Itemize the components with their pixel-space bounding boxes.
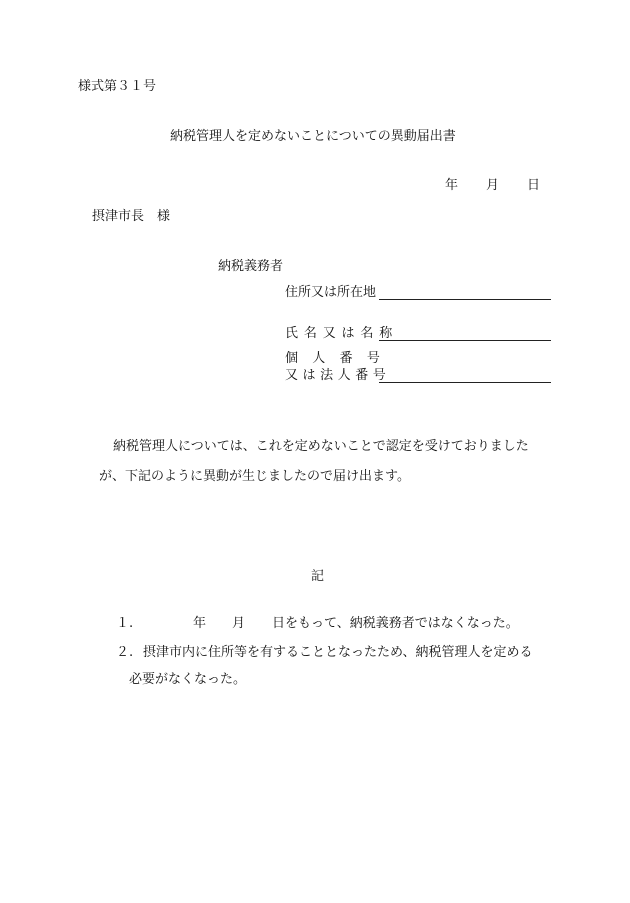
date-month-label: 月 <box>486 178 500 193</box>
date-day-label: 日 <box>527 178 541 193</box>
name-label: 氏名又は名称 <box>285 326 399 341</box>
item-2-text-line-2: 必要がなくなった。 <box>129 672 247 687</box>
date-year-label: 年 <box>445 178 459 193</box>
ki-heading: 記 <box>311 569 325 584</box>
item-1-text: 日をもって、納税義務者ではなくなった。 <box>272 616 519 631</box>
body-line-2: が、下記のように異動が生じましたので届け出ます。 <box>99 469 410 484</box>
item-1-month-label: 月 <box>232 616 246 631</box>
taxpayer-heading: 納税義務者 <box>218 259 284 274</box>
item-1-year-label: 年 <box>193 616 207 631</box>
name-field[interactable] <box>379 340 551 341</box>
number-field[interactable] <box>379 382 551 383</box>
item-2-text-line-1: 摂津市内に住所等を有することとなったため、納税管理人を定める <box>143 645 533 660</box>
number-label-line-1: 個人番号 <box>285 351 395 366</box>
addressee: 摂津市長 様 <box>92 209 171 224</box>
form-title: 納税管理人を定めないことについての異動届出書 <box>170 129 456 144</box>
item-1-number: １. <box>116 616 134 631</box>
form-number: 様式第３１号 <box>78 79 157 94</box>
item-2-number: ２. <box>116 645 134 660</box>
body-line-1: 納税管理人については、これを定めないことで認定を受けておりました <box>113 439 529 454</box>
address-field[interactable] <box>379 299 551 300</box>
address-label: 住所又は所在地 <box>285 285 377 300</box>
number-label-line-2: 又は法人番号 <box>285 368 391 383</box>
